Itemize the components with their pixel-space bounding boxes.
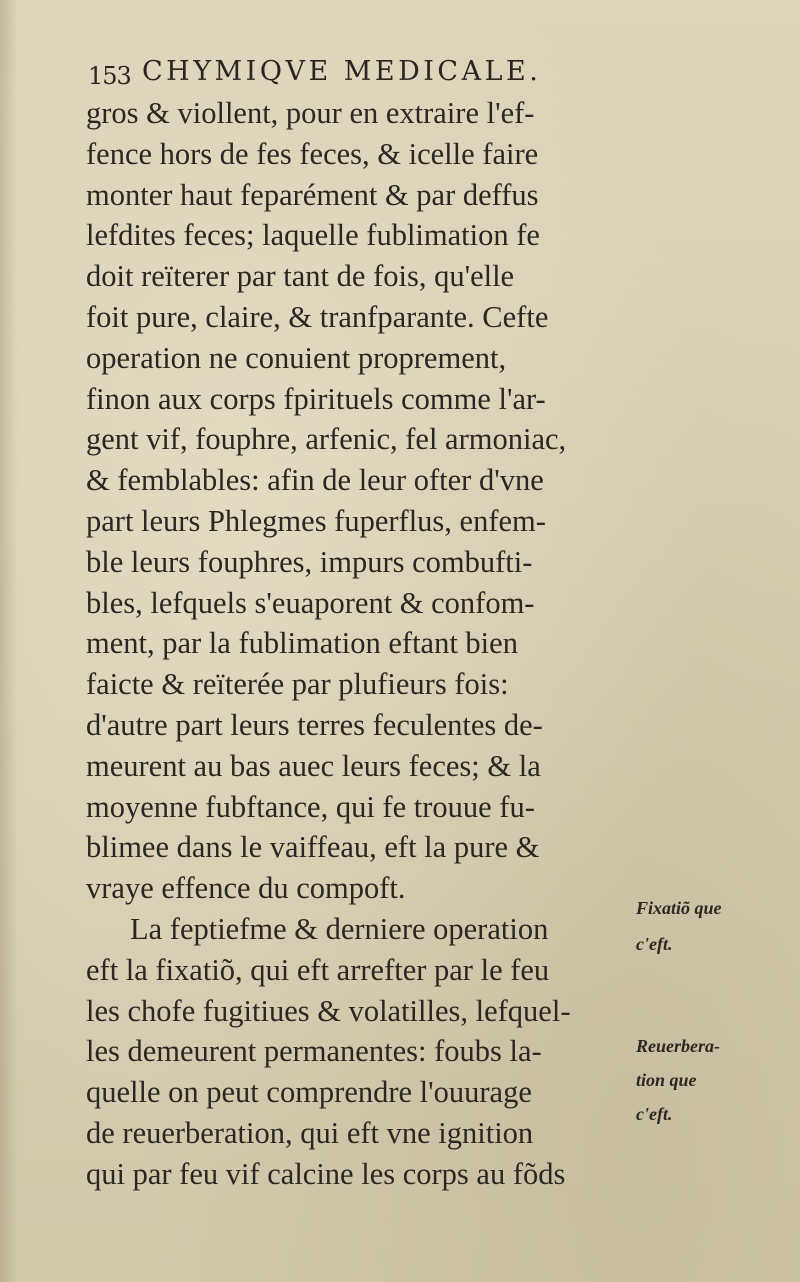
text-line: meurent au bas auec leurs feces; & la: [86, 748, 541, 783]
text-line: moyenne fubftance, qui fe trouue fu-: [86, 789, 535, 824]
page-number: 153: [88, 62, 131, 90]
text-line: doit reïterer par tant de fois, qu'elle: [86, 259, 515, 294]
margin-note-reverberation: Reuerbera-: [636, 1036, 720, 1056]
text-line: les chofe fugitiues & volatilles, lefquel-: [86, 993, 571, 1028]
page-header: [88, 52, 628, 92]
text-line: quelle on peut comprendre l'ouurage: [86, 1075, 532, 1110]
text-line: finon aux corps fpirituels comme l'ar-: [86, 381, 546, 416]
text-line: faicte & reïterée par plufieurs fois:: [86, 667, 509, 702]
text-line: part leurs Phlegmes fuperflus, enfem-: [86, 503, 546, 538]
text-line: d'autre part leurs terres feculentes de-: [86, 707, 543, 742]
text-line: qui par feu vif calcine les corps au fõds: [86, 1156, 566, 1191]
text-line: gros & viollent, pour en extraire l'ef-: [86, 96, 535, 130]
running-title: CHYMIQVE MEDICALE.: [142, 56, 542, 87]
text-line: & femblables: afin de leur ofter d'vne: [86, 463, 544, 498]
margin-note-reverberation-cont: tion que: [636, 1070, 697, 1090]
text-line: foit pure, claire, & tranfparante. Cefte: [86, 299, 549, 334]
text-line: fence hors de fes feces, & icelle faire: [86, 136, 539, 171]
margin-note-fixation-cont: c'eft.: [636, 934, 673, 954]
text-line: les demeurent permanentes: foubs la-: [86, 1034, 542, 1069]
text-line: operation ne conuient proprement,: [86, 340, 507, 375]
paragraph-start-line: La feptiefme & derniere operation: [130, 911, 549, 946]
text-line: vraye effence du compoft.: [86, 871, 406, 906]
text-line: lefdites feces; laquelle fublimation fe: [86, 218, 540, 253]
margin-note-reverberation-end: c'eft.: [636, 1104, 673, 1124]
text-line: gent vif, fouphre, arfenic, fel armoniac,: [86, 422, 567, 457]
text-line: bles, lefquels s'euaporent & confom-: [86, 585, 535, 620]
text-line: eft la fixatiõ, qui eft arrefter par le feu: [86, 952, 550, 987]
text-line: ment, par la fublimation eftant bien: [86, 626, 518, 661]
text-line: ble leurs fouphres, impurs combufti-: [86, 544, 533, 579]
text-line: blimee dans le vaiffeau, eft la pure &: [86, 830, 540, 865]
text-line: monter haut feparément & par deffus: [86, 177, 539, 212]
body-text: [86, 93, 634, 1195]
text-line: de reuerberation, qui eft vne ignition: [86, 1115, 534, 1150]
margin-note-fixation: Fixatiõ que: [636, 898, 722, 918]
